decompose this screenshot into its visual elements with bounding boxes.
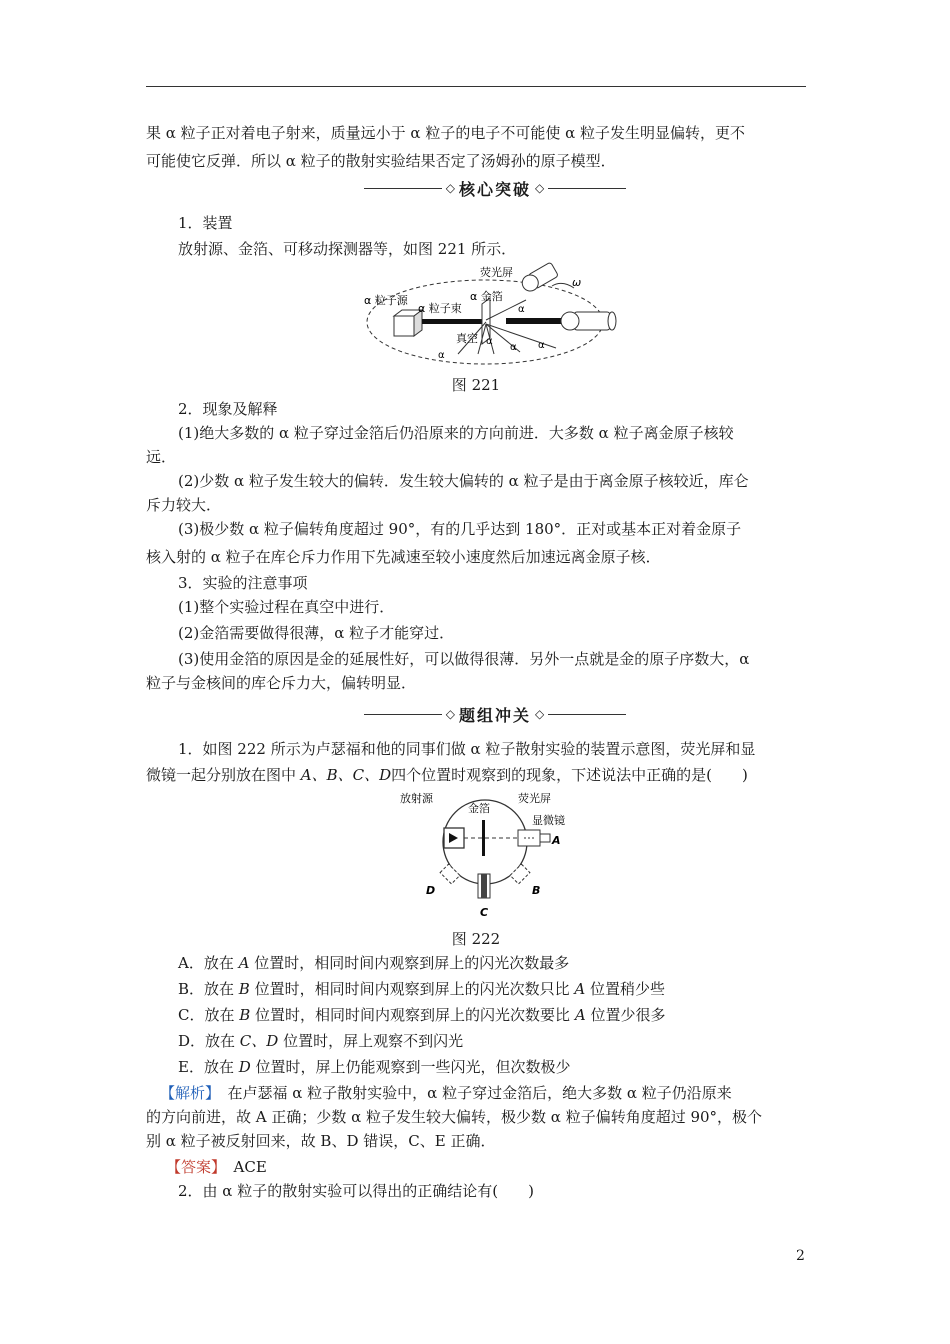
q2-line: 2．由 α 粒子的散射实验可以得出的正确结论有( ) — [178, 1182, 534, 1200]
item3-p3-line1: (3)使用金箔的原因是金的延展性好，可以做得很薄．另外一点就是金的原子序数大，α — [178, 650, 750, 668]
item2-p2-line2: 斥力较大． — [146, 496, 222, 514]
fig222-label-B: B — [532, 884, 541, 897]
option-B: B．放在 B 位置时，相同时间内观察到屏上的闪光次数只比 A 位置稍少些 — [178, 980, 665, 998]
q1-line1: 1．如图 222 所示为卢瑟福和他的同事们做 α 粒子散射实验的装置示意图，荧光屏和显 — [178, 740, 756, 758]
item3-title: 3．实验的注意事项 — [178, 574, 308, 592]
fig221-label-source: α 粒子源 — [364, 294, 408, 307]
fig221-label-alpha-5: α — [518, 304, 525, 315]
fig222-label-C: C — [480, 906, 489, 919]
option-D: D．放在 C、D 位置时，屏上观察不到闪光 — [178, 1032, 464, 1050]
item1-title: 1．装置 — [178, 214, 233, 232]
item2-p3-line1: (3)极少数 α 粒子偏转角度超过 90°，有的几乎达到 180°．正对或基本正对着金原子 — [178, 520, 742, 538]
section-heading-core: ◇ 核心突破 ◇ — [364, 177, 626, 199]
fig221-label-alpha-3: α — [510, 342, 517, 353]
fig221-label-omega: ω — [572, 276, 582, 289]
item3-p2: (2)金箔需要做得很薄，α 粒子才能穿过． — [178, 624, 455, 642]
q1-line2: 微镜一起分别放在图中 A、B、C、D四个位置时观察到的现象，下述说法中正确的是( ) — [146, 766, 748, 784]
figure-221 — [360, 262, 630, 366]
section-title: 核心突破 — [459, 179, 532, 199]
option-E: E．放在 D 位置时，屏上仍能观察到一些闪光，但次数极少 — [178, 1058, 571, 1076]
fig222-label-source: 放射源 — [400, 792, 433, 805]
item2-p2-line1: (2)少数 α 粒子发生较大的偏转．发生较大偏转的 α 粒子是由于离金原子核较近，库仑 — [178, 472, 749, 490]
fig221-label-vacuum: 真空 — [456, 332, 478, 345]
fig221-label-alpha-4: α — [538, 340, 545, 351]
section-title: 题组冲关 — [459, 705, 532, 725]
fig221-label-alpha-1: α — [438, 350, 445, 361]
item2-p1-line2: 远． — [146, 448, 177, 466]
answer-tag: 【答案】 — [166, 1158, 219, 1176]
fig222-label-screen: 荧光屏 — [518, 792, 551, 805]
figure-222-caption: 图 222 — [451, 930, 501, 948]
page-number: 2 — [796, 1248, 805, 1264]
item3-p3-line2: 粒子与金核间的库仑斥力大，偏转明显． — [146, 674, 417, 692]
analysis-line1: 【解析】 在卢瑟福 α 粒子散射实验中，α 粒子穿过金箔后，绝大多数 α 粒子仍沿原来 — [160, 1084, 732, 1102]
analysis-line2: 的方向前进，故 A 正确；少数 α 粒子发生较大偏转，极少数 α 粒子偏转角度超过 90°，极个 — [146, 1108, 763, 1126]
answer-value: ACE — [218, 1158, 267, 1176]
figure-222 — [400, 790, 580, 922]
intro-line-1: 果 α 粒子正对着电子射来，质量远小于 α 粒子的电子不可能使 α 粒子发生明显偏转，更不 — [146, 124, 746, 142]
analysis-line3: 别 α 粒子被反射回来，故 B、D 错误，C、E 正确． — [146, 1132, 496, 1150]
item1-text: 放射源、金箔、可移动探测器等，如图 221 所示． — [178, 240, 517, 258]
option-C: C．放在 B 位置时，相同时间内观察到屏上的闪光次数要比 A 位置少很多 — [178, 1006, 666, 1024]
item2-p1-line1: (1)绝大多数的 α 粒子穿过金箔后仍沿原来的方向前进．大多数 α 粒子离金原子核较 — [178, 424, 734, 442]
item2-p3-line2: 核入射的 α 粒子在库仑斥力作用下先减速至较小速度然后加速远离金原子核． — [146, 548, 661, 566]
analysis-tag: 【解析】 — [160, 1084, 213, 1102]
fig222-label-microscope: 显微镜 — [532, 814, 565, 827]
intro-line-2: 可能使它反弹．所以 α 粒子的散射实验结果否定了汤姆孙的原子模型． — [146, 152, 616, 170]
header-rule — [146, 86, 806, 87]
item2-title: 2．现象及解释 — [178, 400, 278, 418]
fig221-label-foil: α 金箔 — [470, 290, 503, 303]
fig221-label-beam: α 粒子束 — [418, 302, 462, 315]
answer-line — [166, 1154, 828, 1180]
item3-p1: (1)整个实验过程在真空中进行． — [178, 598, 395, 616]
option-A: A．放在 A 位置时，相同时间内观察到屏上的闪光次数最多 — [178, 954, 570, 972]
fig222-label-A: A — [552, 834, 561, 847]
fig222-label-foil: 金箔 — [468, 802, 490, 815]
fig221-label-screen: 荧光屏 — [480, 266, 513, 279]
fig221-label-alpha-2: α — [486, 336, 493, 347]
figure-221-caption: 图 221 — [451, 376, 501, 394]
fig222-label-D: D — [426, 884, 436, 897]
section-heading-practice: ◇ 题组冲关 ◇ — [364, 703, 626, 725]
